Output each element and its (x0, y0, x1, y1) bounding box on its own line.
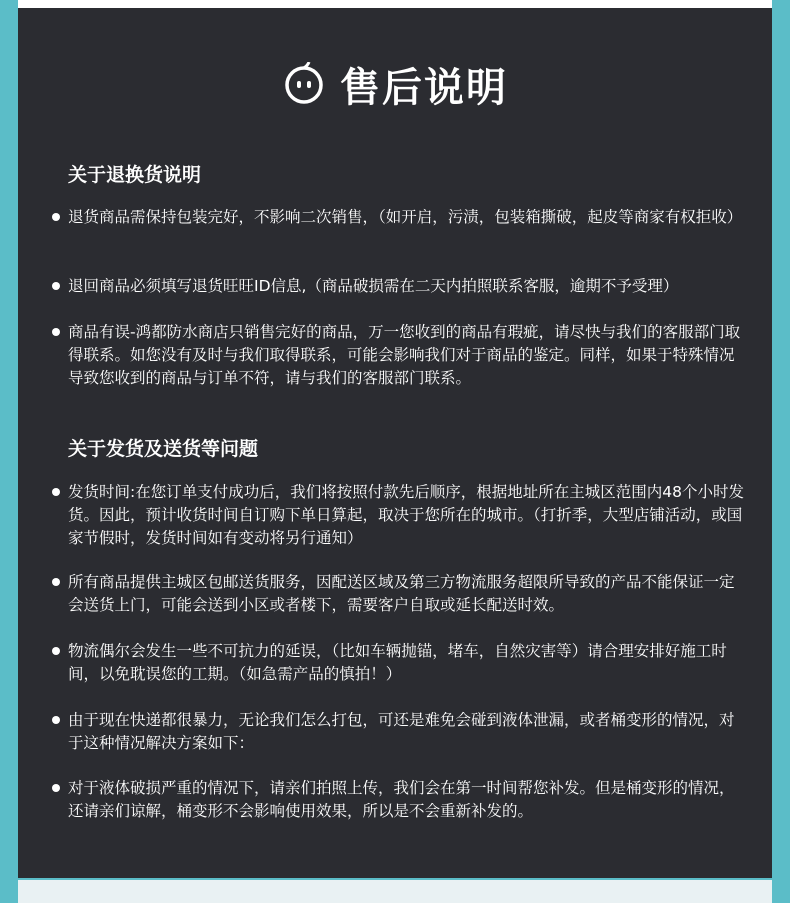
smiley-face-icon (282, 62, 326, 106)
list-item (68, 321, 748, 390)
section-heading-returns: 关于退换货说明 (68, 164, 202, 186)
bullet-icon (52, 282, 60, 290)
list-item-text: 商品有误-鸿都防水商店只销售完好的商品，万一您收到的商品有瑕疵，请尽快与我们的客服部门取得联系。如您没有及时与我们取得联系，可能会影响我们对于商品的鉴定。同样，如果于特殊情况导致您收到的商品与订单不符，请与我们的客服部门联系。 (68, 323, 741, 387)
list-item-text: 由于现在快递都很暴力，无论我们怎么打包，可还是难免会碰到液体泄漏，或者桶变形的情况，对于这种情况解决方案如下： (68, 711, 735, 752)
bullet-icon (52, 488, 60, 496)
title-row (18, 54, 772, 114)
list-item (68, 481, 748, 550)
list-item-text: 退货商品需保持包装完好，不影响二次销售，（如开启，污渍，包装箱撕破，起皮等商家有权拒收） (68, 208, 743, 226)
list-item-text: 物流偶尔会发生一些不可抗力的延误，（比如车辆抛锚，堵车，自然灾害等）请合理安排好施工时间，以免耽误您的工期。（如急需产品的慎拍！） (68, 642, 727, 683)
bullet-icon (52, 213, 60, 221)
bottom-strip (18, 880, 772, 903)
list-item (68, 640, 748, 686)
list-item (68, 709, 748, 755)
list-item-text: 发货时间:在您订单支付成功后，我们将按照付款先后顺序，根据地址所在主城区范围内48个小时发货。因此，预计收货时间自订购下单日算起，取决于您所在的城市。（打折季，大型店铺活动，或国家节假时，发货时间如有变动将另行通知） (68, 483, 744, 547)
list-item (68, 275, 748, 298)
bullet-icon (52, 578, 60, 586)
page-title: 售后说明 (340, 64, 508, 111)
list-item (68, 777, 748, 823)
bullet-icon (52, 716, 60, 724)
top-strip (18, 0, 772, 8)
section-heading-shipping: 关于发货及送货等问题 (68, 438, 259, 460)
list-item-text: 所有商品提供主城区包邮送货服务，因配送区域及第三方物流服务超限所导致的产品不能保证一定会送货上门，可能会送到小区或者楼下，需要客户自取或延长配送时效。 (68, 573, 735, 614)
bullet-icon (52, 647, 60, 655)
list-item-text: 退回商品必须填写退货旺旺ID信息,（商品破损需在二天内拍照联系客服，逾期不予受理） (68, 277, 679, 295)
list-item (68, 571, 748, 617)
bullet-icon (52, 784, 60, 792)
list-item (68, 206, 748, 229)
bullet-icon (52, 328, 60, 336)
after-sales-panel (18, 8, 772, 878)
list-item-text: 对于液体破损严重的情况下，请亲们拍照上传，我们会在第一时间帮您补发。但是桶变形的情况，还请亲们谅解，桶变形不会影响使用效果，所以是不会重新补发的。 (68, 779, 735, 820)
